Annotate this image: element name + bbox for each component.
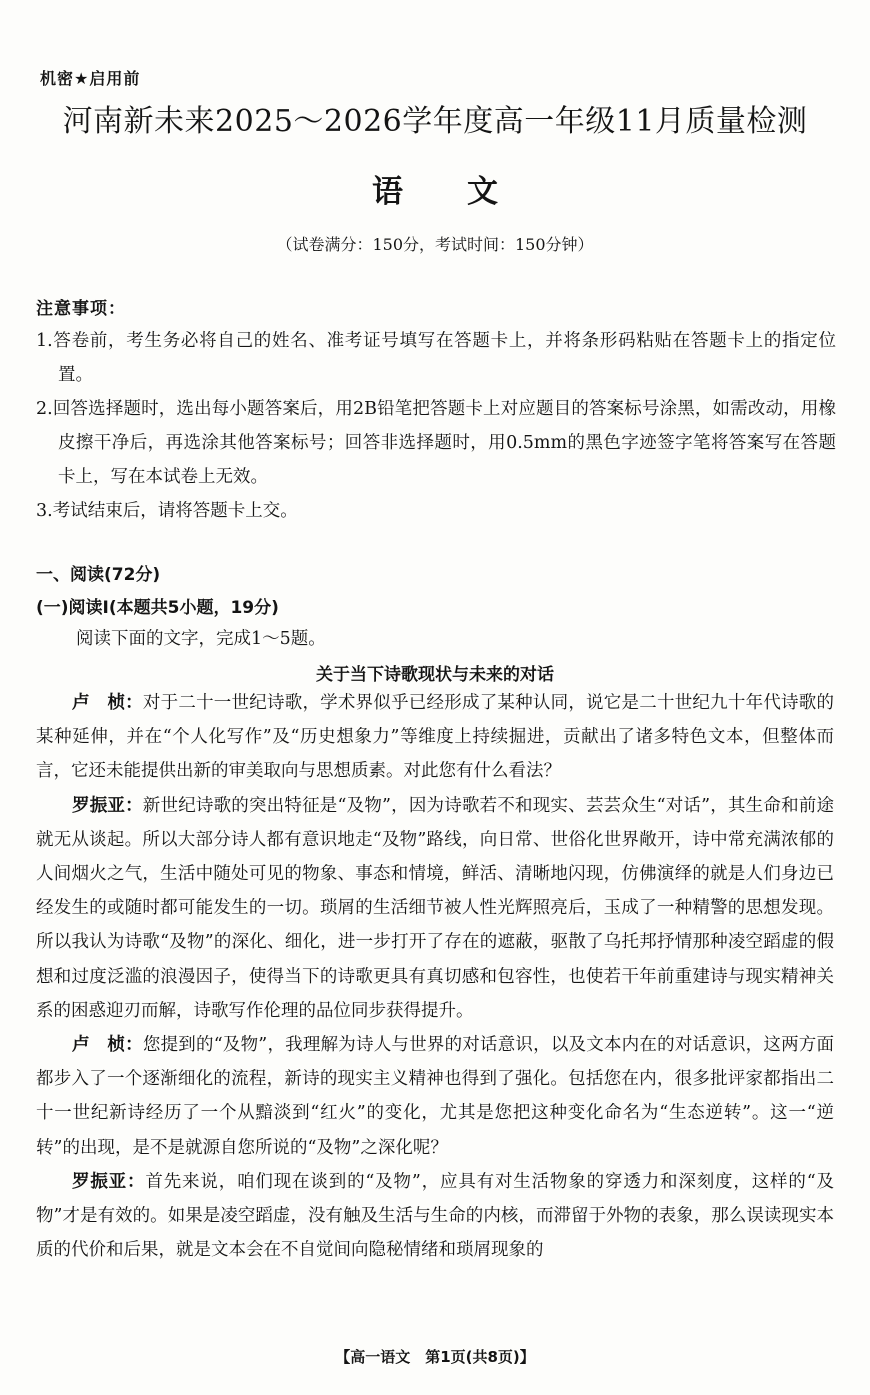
speaker-label: 卢 桢： (72, 1035, 143, 1056)
exam-title: 河南新未来2025～2026学年度高一年级11月质量检测 (62, 104, 808, 139)
subsection-heading: (一)阅读Ⅰ(本题共5小题，19分) (36, 598, 279, 618)
confidential-label: 机密★启用前 (40, 69, 141, 88)
note-item: 3.考试结束后，请将答题卡上交。 (36, 501, 298, 521)
speaker-label: 罗振亚： (72, 795, 143, 816)
dialogue-paragraph (36, 789, 834, 1028)
paragraph-text: 新世纪诗歌的突出特征是“及物”，因为诗歌若不和现实、芸芸众生“对话”，其生命和前途就无从谈起。所以大部分诗人都有意识地走“及物”路线，向日常、世俗化世界敞开，诗中常充满浓郁的人间烟火之气，生活中随处可见的物象、事态和情境，鲜活、清晰地闪现，仿佛演绎的就是人们身边已经发生的或随时都可能发生的一切。琐屑的生活细节被人性光辉照亮后，玉成了一种精警的思想发现。所以我认为诗歌“及物”的深化、细化，进一步打开了存在的遮蔽，驱散了乌托邦抒情那种凌空蹈虚的假想和过度泛滥的浪漫因子，使得当下的诗歌更具有真切感和包容性，也使若干年前重建诗与现实精神关系的困惑迎刃而解，诗歌写作伦理的品位同步获得提升。 (36, 795, 834, 1021)
subject-title: 语文 (372, 174, 562, 210)
paragraph-text: 您提到的“及物”，我理解为诗人与世界的对话意识，以及文本内在的对话意识，这两方面都步入了一个逐渐细化的流程，新诗的现实主义精神也得到了强化。包括您在内，很多批评家都指出二十一世纪新诗经历了一个从黯淡到“红火”的变化，尤其是您把这种变化命名为“生态逆转”。这一“逆转”的出现，是不是就源自您所说的“及物”之深化呢？ (36, 1035, 835, 1158)
note-item: 1.答卷前，考生务必将自己的姓名、准考证号填写在答题卡上，并将条形码粘贴在答题卡上的指定位置。 (36, 331, 836, 385)
paragraph-text: 对于二十一世纪诗歌，学术界似乎已经形成了某种认同，说它是二十世纪九十年代诗歌的某种延伸，并在“个人化写作”及“历史想象力”等维度上持续掘进，贡献出了诸多特色文本，但整体而言，它还未能提供出新的审美取向与思想质素。对此您有什么看法？ (36, 693, 834, 782)
page-footer: 【高一语文 第1页(共8页)】 (335, 1348, 535, 1366)
section-heading: 一、阅读(72分) (36, 565, 161, 585)
notes-heading: 注意事项： (36, 299, 126, 319)
dialogue-paragraph (36, 686, 834, 789)
dialogue-paragraph (36, 1028, 834, 1165)
notes-list (36, 324, 836, 528)
article-title: 关于当下诗歌现状与未来的对话 (316, 665, 554, 685)
speaker-label: 卢 桢： (72, 693, 143, 713)
paragraph-text: 首先来说，咱们现在谈到的“及物”，应具有对生活物象的穿透力和深刻度，这样的“及物”才是有效的。如果是凌空蹈虚，没有触及生活与生命的内核，而滞留于外物的表象，那么误读现实本质的代价和后果，就是文本会在不自觉间向隐秘情绪和琐屑现象的 (36, 1171, 835, 1261)
dialogue-paragraph (36, 1165, 834, 1268)
reading-instruction: 阅读下面的文字，完成1～5题。 (76, 629, 326, 649)
note-item: 2.回答选择题时，选出每小题答案后，用2B铅笔把答题卡上对应题目的答案标号涂黑，如需改动，用橡皮擦干净后，再选涂其他答案标号；回答非选择题时，用0.5mm的黑色字迹签字笔将答案写在答题卡上，写在本试卷上无效。 (36, 399, 836, 487)
article-body (36, 686, 834, 1267)
speaker-label: 罗振亚： (72, 1171, 146, 1192)
exam-info: （试卷满分：150分，考试时间：150分钟） (276, 235, 594, 254)
